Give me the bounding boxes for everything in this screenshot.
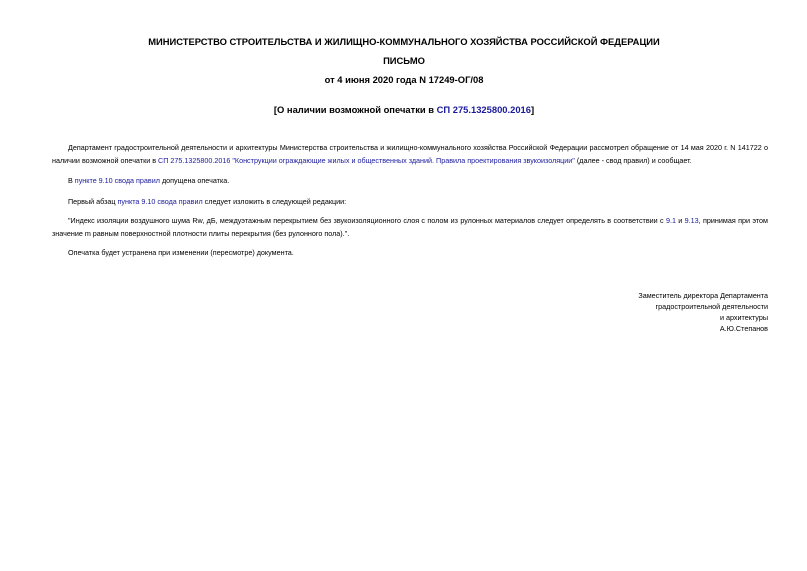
document-date-number: от 4 июня 2020 года N 17249-ОГ/08 xyxy=(324,74,484,85)
standard-link[interactable]: СП 275.1325800.2016 "Конструкции ограждающие жилых и общественных зданий. Правила проектирования звукоизоляции" xyxy=(158,155,575,165)
paragraph-text: и xyxy=(675,216,685,225)
paragraph-text: В xyxy=(68,176,75,185)
clause-9-13-link[interactable]: 9.13 xyxy=(684,216,699,225)
signature-name: А.Ю.Степанов xyxy=(719,324,768,333)
paragraph-request xyxy=(52,142,768,167)
paragraph-text: следует изложить в следующей редакции: xyxy=(202,197,347,206)
paragraph-typo-found xyxy=(52,175,768,188)
document-type: ПИСЬМО xyxy=(383,55,425,66)
paragraph-text: допущена опечатка. xyxy=(159,176,230,185)
signature-department-cont: и архитектуры xyxy=(719,313,768,322)
paragraph-text: (далее - свод правил) и сообщает. xyxy=(574,155,692,165)
paragraph-new-wording xyxy=(52,196,768,209)
clause-9-10-link[interactable]: пункта 9.10 свода правил xyxy=(117,197,203,206)
ministry-heading: МИНИСТЕРСТВО СТРОИТЕЛЬСТВА И ЖИЛИЩНО-КОММУНАЛЬНОГО ХОЗЯЙСТВА РОССИЙСКОЙ ФЕДЕРАЦИИ xyxy=(148,36,660,47)
clause-9-10-link[interactable]: пункте 9.10 свода правил xyxy=(74,176,160,185)
paragraph-text: Департамент градостроительной деятельности и архитектуры Министерства строительства и жилищно-коммунального хозяйства Российской Федерации рассмотрел обращение от 14 мая 2020 г. N 141722 о наличии возможной опечатки в xyxy=(52,143,768,165)
signature-department: градостроительной деятельности xyxy=(655,302,768,311)
paragraph-quoted-text xyxy=(52,215,768,240)
paragraph-text: , принимая при этом значение m равным поверхностной плотности плиты перекрытия (без рулонного пола).". xyxy=(52,216,768,238)
title-standard-link[interactable]: СП 275.1325800.2016 xyxy=(436,104,531,115)
signature-position: Заместитель директора Департамента xyxy=(638,291,768,300)
paragraph-text: "Индекс изоляции воздушного шума Rw, дБ, междуэтажным перекрытием без звукоизоляционного слоя с полом из рулонных материалов следует определять в соответствии с xyxy=(68,216,666,225)
clause-9-1-link[interactable]: 9.1 xyxy=(665,216,676,225)
paragraph-text: Первый абзац xyxy=(68,197,118,206)
paragraph-correction-note: Опечатка будет устранена при изменении (пересмотре) документа. xyxy=(68,248,294,257)
title-suffix: ] xyxy=(530,104,535,115)
document-title xyxy=(40,104,768,116)
title-prefix: [О наличии возможной опечатки в xyxy=(273,104,437,115)
document-page xyxy=(40,0,768,571)
